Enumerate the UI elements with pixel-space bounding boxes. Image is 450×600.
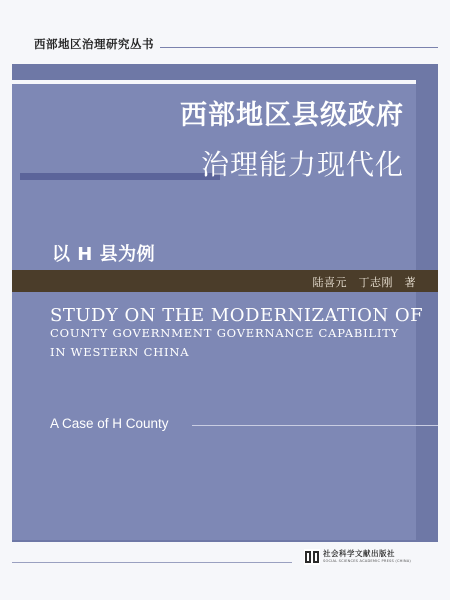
english-subtitle-rule [192, 425, 438, 426]
english-title-line2: COUNTY GOVERNMENT GOVERNANCE CAPABILITY [50, 326, 400, 340]
publisher-name-en: SOCIAL SCIENCES ACADEMIC PRESS (CHINA) [323, 559, 411, 563]
english-title-line3: IN WESTERN CHINA [50, 345, 190, 359]
book-title-main: 西部地区县级政府 [180, 100, 404, 131]
panel-top-strip [12, 80, 416, 84]
series-rule [160, 47, 438, 48]
publisher-name-cn: 社会科学文献出版社 [323, 549, 395, 558]
english-subtitle: A Case of H County [50, 416, 169, 431]
book-subtitle-cn: 以 H 县为例 [52, 244, 156, 265]
authors: 陆喜元 丁志刚 著 [312, 276, 416, 289]
english-title-line1: STUDY ON THE MODERNIZATION OF [50, 305, 424, 326]
book-title-sub: 治理能力现代化 [200, 148, 404, 181]
bottom-rule [12, 562, 292, 563]
ssap-logo-icon [304, 549, 320, 565]
series-name: 西部地区治理研究丛书 [34, 37, 154, 51]
publisher [304, 548, 444, 568]
